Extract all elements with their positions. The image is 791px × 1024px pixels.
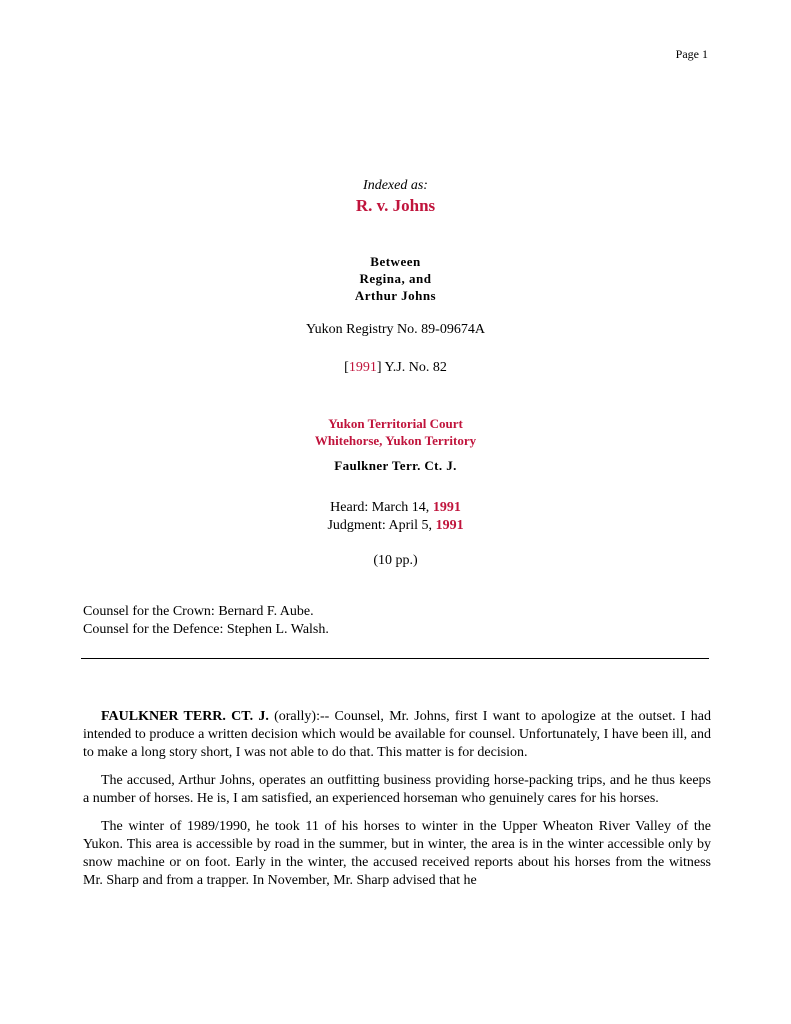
heard-year-link[interactable]: 1991 <box>432 500 461 515</box>
between-label: Between <box>370 254 421 269</box>
registry-number: Yukon Registry No. 89-09674A <box>306 322 485 337</box>
counsel-crown: Counsel for the Crown: Bernard F. Aube. <box>83 604 314 619</box>
counsel-defence: Counsel for the Defence: Stephen L. Walsh. <box>83 622 329 637</box>
judge-name: Faulkner Terr. Ct. J. <box>334 458 457 473</box>
judgment-date <box>0 517 791 535</box>
counsel-block <box>83 603 329 639</box>
citation-open: [ <box>344 360 349 375</box>
party-johns: Arthur Johns <box>354 288 437 303</box>
citation-rest: ] Y.J. No. 82 <box>376 360 447 375</box>
page-count: (10 pp.) <box>373 553 418 568</box>
court-name-link[interactable]: Yukon Territorial Court <box>328 416 463 431</box>
paragraph-2: The accused, Arthur Johns, operates an outfitting business providing horse-packing trips, and he thus keeps a number of horses. He is, I am satisfied, an experienced horseman who genuinely cares for his horses. <box>83 773 711 806</box>
citation-year-link[interactable]: 1991 <box>348 360 377 375</box>
indexed-as-label: Indexed as: <box>363 178 428 193</box>
heard-prefix: Heard: March 14, <box>330 500 433 515</box>
paragraph-3: The winter of 1989/1990, he took 11 of his horses to winter in the Upper Wheaton River Valley of the Yukon. This area is accessible by road in the summer, but in winter, the area is in the winter accessible only by snow machine or on foot. Early in the winter, the accused received reports about his horses from the witness Mr. Sharp and from a trapper. In November, Mr. Sharp advised that he <box>83 819 711 888</box>
page-number: Page 1 <box>675 47 708 61</box>
heard-date <box>0 499 791 517</box>
dates-block <box>0 499 791 535</box>
horizontal-divider <box>81 658 709 659</box>
paragraph-1 <box>83 708 711 762</box>
judgment-body <box>83 708 711 900</box>
judgment-prefix: Judgment: April 5, <box>327 518 436 533</box>
paragraph-1-text: (orally):-- Counsel, Mr. Johns, first I want to apologize at the outset. I had intended to produce a written decision which would be available for counsel. Unfortunately, I have been ill, and to make a long story short, I was not able to do that. This matter is for decision. <box>83 709 711 760</box>
court-block <box>0 415 791 449</box>
judge-lead: FAULKNER TERR. CT. J. <box>101 709 269 724</box>
court-location-link[interactable]: Whitehorse, Yukon Territory <box>314 433 477 448</box>
parties-block <box>0 253 791 304</box>
citation <box>0 360 791 376</box>
party-regina: Regina, and <box>359 271 432 286</box>
judgment-year-link[interactable]: 1991 <box>435 518 464 533</box>
case-title[interactable]: R. v. Johns <box>355 196 436 215</box>
